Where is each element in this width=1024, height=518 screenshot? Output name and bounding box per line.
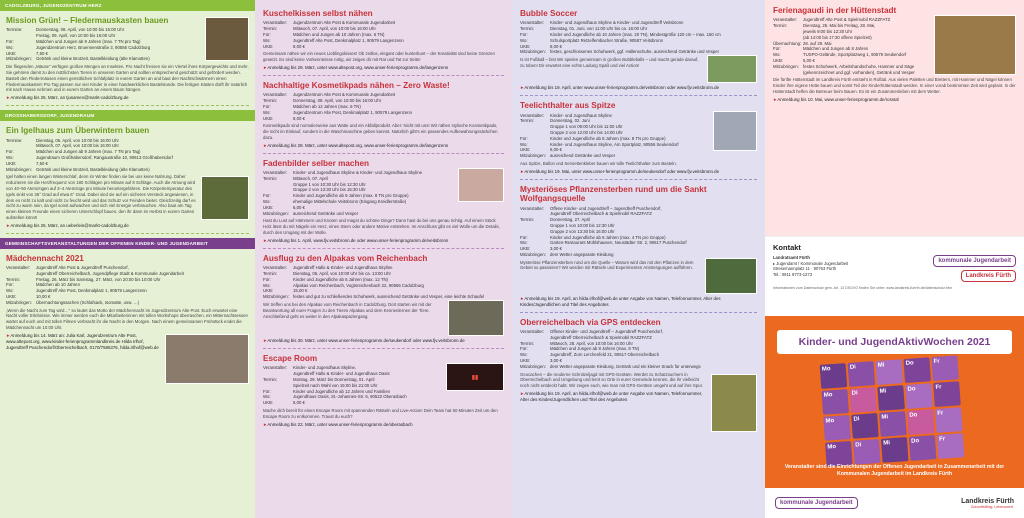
event-title: Ausflug zu den Alpakas vom Reichenbach [263,253,428,263]
registration-note: ► Anmeldung bis 14. März an: Julia Karl, Jugendzentrum Alte Post, www.altepost.org, www.kinder-ferienprogrammlandkreis.de Hilda Irlhof, Jugendtreff Puschendorf/Oberreichelbach, 0170/7586376, hilda.irlhof@web.de [6,333,161,384]
contact-line: ▸ Jugendamt / Kommunale Jugendarbeit [773,260,849,266]
grid-cell: Do [909,435,937,461]
column-2 [255,0,512,518]
contact-address: Stresemannplatz 11 · 90763 Fürth [773,266,837,272]
event-info: Veranstalter: Kinder- und Jugendhaus Skyline Termin: Donnerstag, 02. Juni Gruppe 1 von 09:00 Uhr bis 11:00 Uhr Gruppe 2 von 12:00 Uhr bis 14:00 Uhr Für: Kinder und Jugendliche ab 8 Jahren (max. 8 TN pro Gruppe) Wo: Kinder- und Jugendhaus Skyline, Am Sportplatz, 90556 Seukendorf UKB: 6,00 € Mitzubringen: ausreichend Getränke und Vesper [520,112,679,159]
grid-cell: Mo [820,363,848,389]
event-title: Teelichthalter aus Spitze [520,101,616,111]
event-title: Mysteriöses Pflanzensterben rund um die Sankt Wolfgangsquelle [520,184,707,204]
event-description: Igel halten einen langen Winterschlaf, denn im Winter finden sie bei uns keine Nahrung. Daher reduzieren sie die Herzfrequenz von 180 Schlägen pro Minute auf 8 Schläge. Auch die Atmung wird von 40–50 Atemzügen auf 3–4 Atemzüge pro Minute heruntergefahren. Die Körpertemperatur des Igels sinkt von 36° Grad auf etwa 6° Grad. Dabei sind sie auf ein sicheres Versteck angewiesen, in dem es nicht zu kalt und nicht zu feucht wird und das Schutz vor Feinden bietet. Gleichzeitig darf es nicht zu warm sein, da Igel sonst aufwachen und sich viel Energie verbrauchen. Also baut am Tag einen kleinen Freunde einen sicheren Unterschlupf bauen, den ihr dann im Herbst in eurem Garten aufstellen könnt! [6,174,196,220]
event-description: Geocachen – die moderne Schnitzeljagd mit GPS-Geräten. Werdet zu Schatzsuchern in Oberreichelbach und Umgebung und lernt so Orte in eurer Gemeinde kennen, die ihr vielleicht noch nicht entdeckt habt. Wir zeigen euch, wie man mit GPS-Geräten umgeht und auf ihre Spur. [520,371,703,389]
weekday-grid [820,355,965,466]
event-info: Veranstalter: Kinder- und Jugendhaus Skyline & Kinder- und Jugendtreff Veitsbronn Termin: Dienstag, 01. Juni, von 11:00 Uhr bis ca. 16:00 Uhr Für: Kinder und Jugendliche ab 10 Jahren (max. 20 TN), Mindestgröße 120 cm – max. 150 cm Wo: Schulsportplatz Retzelfembacher Straße, 90587 Veitsbronn UKB: 8,00 € Mitzubringen: festes, geschlossenes Schuhwerk, ggf. Hallenschuhe, ausreichend Getränke und Vesper [520,20,721,55]
event-info: Veranstalter: Kinder- und Jugendhaus Skyline & Kinder- und Jugendhaus Skyline Termin: Mittwoch, 07. April Gruppe 1 von 10:30 Uhr bis 12:30 Uhr Gruppe 2 von 13:30 Uhr bis 15:30 Uhr Für: Kinder und Jugendliche ab 9 Jahren (max. 8 TN pro Gruppe) Wo: ehemalige Mittelschule Veitsbronn (Eingang Kreidlerstraße) UKB: 6,00 € Mitzubringen: ausreichend Getränke und Vesper [263,170,422,216]
grid-cell: Do [907,409,935,435]
landkreis-tagline: Zukunftsfähig. Lebenswert. [970,504,1014,509]
registration-note: ► Anmeldung bis 19. April, an hilda.irlhof@web.de unter Angabe von Namen, Telefonnummer, Alter des Kindes/Jugendlichen und Titel des Angebotes [520,296,757,308]
event-description: Mache dich bereit für einen Escape Room mit spannenden Rätseln und Live-Action! Dein Team hat 60 Minuten Zeit um den Escape Room zu entkommen. Traust du euch? [263,407,498,419]
event-title: Nachhaltige Kosmetikpads nähen – Zero Waste! [263,80,450,90]
contact-title: Kontakt [773,243,801,252]
registration-note: ► Anmeldung bis 26. März, an ueberlein@markt-cadolzburg.de [6,223,249,229]
grid-cell: Di [853,439,881,465]
column-1 [0,0,255,518]
registration-note: ► Anmeldung bis 19. April, an hilda.irlhof@web.de unter Angabe von Namen, Telefonnummer, Alter des Kindes/Jugendlichen und Titel des Angebotes [520,391,707,403]
event-description: Die fliegenden „Mäuse" verfügen großen Mengen an Insekten. Pro Nacht fressen sie ein Viertel ihres Körpergewichts und mehr. Sie gehören damit zu den nützlichsten Tieren in unserem Garten und sollten entsprechend geschützt und gefördert werden. Bastelt den Fledermäusen einen gemütlichen Schlafplatz in eurem Garten an und baut den Nachtschwärmern einen Fledermauskasten! Pro Tag passen nur vier Kinder in einer handwerklichen Bastelstunde. Die fertigen Kästen dürft ihr natürlich mit nach Hause nehmen und in eurem Garten an einem Baum hängen. [6,64,249,93]
cover-title: Kinder- und JugendAktivWochen 2021 [777,330,1012,354]
registration-note: ► Anmeldung bis 19. Mai, unter www.unser-ferienprogramm.de/seukendorf oder www.fjv.veitsbronn.de [520,169,757,175]
event-title: Bubble Soccer [520,9,578,18]
event-description: Gemeinsam nähen wir ein neues Lieblingskissen! Ob zeitlos, elegant oder kunterbunt – der Kreativität sind keine Grenzen gesetzt. Es sind keine Vorkenntnisse nötig, wir zeigen dir mit Rat und Tat zur Seite! [263,51,495,63]
registration-note: ► Anmeldung bis 26. März, an tjusamen@markt-cadolzburg.de [6,95,249,101]
event-title: Ferienagaudi in der Hüttenstadt [773,6,897,15]
grid-cell: Mi [881,437,909,463]
event-title: Escape Room [263,353,318,363]
contact-section [765,236,1024,316]
event-description: Kosmetikpads sind normalerweise aus Watte und ein Abfallprodukt. Aber: Nicht mit uns! Wir nähen stylische Kosmetikpads, die nicht im Einkauf, sondern in die Waschmaschine geben kannst. Natürlich gibt's ein passendes Aufbewahrungssäckchen dazu. [263,123,498,140]
cover-panel [765,316,1024,518]
registration-note: ► Anmeldung bis 30. März, unter www.unser-ferienprogramm.de/seukendorf oder www.fjv.veitsbronn.de [263,338,504,344]
event-description: Aus Spitze, Ballon und Serviettenkleber bauen wir tolle Teelichthalter zum Basteln. [520,160,677,166]
registration-note: ► Anmeldung bis 10. Mai, www.unser-ferienprogramm.de/rosstal [773,97,1016,103]
grid-cell: Di [851,413,879,439]
grid-cell: Mi [879,411,907,437]
event-info: Termine: Donnerstag, 08. April, von 10:00 bis 16:00 Uhr Freitag, 09. April, von 10:00 bis 16:00 Uhr Für: Mädchen und Jungen ab 9 Jahren (max. 7 TN pro Tag) Wo: Jugendzentrum Herz, Bruennenstraße 3, 90556 Cadolzburg UKB: 7,50 € Mitzubringen: Getränk und kleine Brotzeit, Bastelkleidung (alte Klamotten) [6,27,151,62]
event-info: Veranstalter: Jugendzentrum Alte Post & Kommunale Jugendarbeit Termin: Donnerstag, 08. April, von 10:00 bis 16:00 Uhr Für: Mädchen ab 12 Jahren (max. 6 TN) Wo: Jugendzentrum Alte Post, Denkmalplatz 1, 90579 Langenzenn UKB: 8,00 € [263,92,412,121]
event-title: Oberreichelbach via GPS entdecken [520,317,661,327]
kommunale-jugendarbeit-logo: kommunale Jugendarbeit [775,497,858,509]
event-description: Hast du Lust auf Hämmern und Knoten und magst du schöne Dinge? Dann hast du bei uns genau richtig. Auf einem Stück Holz lässt du mit Nägeln ein Herz, einen Stern oder andere Motive entstehen. Im Anschluss gibt es viel Wolle um die Details, durch den Umgang mit der Wolle. [263,218,500,236]
group-photo [165,334,249,384]
tealight-photo [713,111,757,151]
section-band-grosshabersdorf: GROSSHABERSDORF, JUGENDRAUM [0,110,255,121]
grid-cell: Do [903,357,931,383]
landkreis-logo: Landkreis Fürth [961,270,1016,282]
contact-org: Landratsamt Fürth [773,255,810,260]
event-description: Is ist Fußball – bist Wir spielen gemeinsam in großen Bubbleballs – und macht gerade darauf, zu toben! Dir erwartet eine echte Ladung Spaß und viel Action! [520,57,699,68]
grid-cell: Fr [937,433,965,459]
grid-cell: Fr [931,355,959,381]
kommunale-jugendarbeit-logo: kommunale Jugendarbeit [933,255,1016,267]
registration-note: ► Anmeldung bis 28. März, unter www.altepost.org, www.unser-ferienprogramm.de/langenzenn [263,143,504,149]
column-3 [512,0,765,518]
grid-cell: Mo [825,441,853,467]
event-description: „Wenn die Nacht zum Tag wird…" so lautet das Motto der Mädchennacht im Jugendzentrum Alte Post. Euch erwartet eine Nacht voller Erlebnisse. Wie immer werden euch die Mitarbeiterinnen mit tollen Workshops überraschen, ein Mitternachtsessen wartet auf euch und mit tollen Filmen verbracht ihr die Nacht in den Morgen. Nach einem gemeinsamen Frühstück endet die Mädchennacht um 10:00 Uhr. [6,307,248,331]
event-title: Ein Igelhaus zum Überwintern bauen [6,126,150,136]
cover-footer [765,488,1024,518]
grid-cell: Fr [933,381,961,407]
event-info: Veranstalter: Jugendtreff Hallo & Kinder- und Jugendhaus Skyline Termin: Dienstag, 06. April, von 10:00 Uhr bis ca. 13:00 Uhr Für: Kinder und Jugendliche ab 6 Jahren (max. 12 TN) Wo: Alpakas vom Reichenbach, Vogtsreichenbach 22, 90556 Cadolzburg UKB: 15,00 € Mitzubringen: festes und gut zu schließendes Schuhwerk, ausreichend Getränke und Vesper, eine leichte Schaufel [263,265,485,300]
grid-cell: Mi [877,385,905,411]
registration-note: ► Anmeldung bis 22. März, unter www.unser-ferienprogramm.de/oberasbach [263,422,504,428]
section-band-joint-events: GEMEINSCHAFTSVERANSTALTUNGEN DER OFFENEN KINDER- UND JUGENDARBEIT [0,238,255,249]
section-band-cadolzburg: CADOLZBURG, JUGENDZENTRUM HERZ [0,0,255,11]
escape-room-sign: ▮▮ [446,363,504,391]
grid-cell: Di [848,361,876,387]
column-4 [765,0,1024,518]
event-info: Termine: Dienstag, 06. April, von 10:00 bis 16:00 Uhr Mittwoch, 07. April, von 10:00 bis 16:00 Uhr Für: Mädchen und Jungen ab 9 Jahren (max. 7 TN pro Tag) Wo: Jugendraum Großhabersdorf, Rangaustraße 10, 90613 Großhabersdorf UKB: 7,50 € Mitzubringen: Getränk und kleine Brotzeit, Bastelkleidung (alte Klamotten) [6,137,173,172]
huettenstadt-section [765,0,1024,236]
event-description: Wir treffen uns bei den Alpakas vom Reichenbach in Cadolzburg. Dort starten wir mit der Beantwortung all eurer Fragen zu den Tieren Alpakas und dem Kennenlernen der Tiere. Anschließend geht es weiter in den Alpakaspaziergang. [263,302,432,319]
registration-note: ► Anmeldung bis 19. April, unter www.unser-ferienprogramm.de/veitsbronn oder www.fjv.veitsbronn.de [520,85,757,91]
event-info: Veranstalter: Kinder- und Jugendhaus Skyline, Jugendtreff Hallo & Kinder- und Jugendhaus Oasis Termin: Montag, 29. März bis Donnerstag, 01. April Spielzeit nach Wahl von 15:00 bis 21:00 Uhr Für: Kinder und Jugendliche ab 12 Jahren und Familien Wo: Jugendhaus Oasis, St.-Johannes-Str. 6, 90522 Oberasbach UKB: 5,00 € [263,365,407,406]
wooden-hut-photo [934,15,1016,75]
cover-subtitle: Veranstalter sind die Einrichtungen der Offenen Jugendarbeit in Zusammenarbeit mit der Kommunalen Jugendarbeit im Landkreis Fürth [784,464,1005,478]
event-info: Veranstalter: Jugendtreff Alte Post & Spielmobil RAZZFATZ Termin: Dienstag, 25. Mai bis Freitag, 28. Mai, jeweils 9:00 bis 12:30 Uhr (ab 14:00 bis 17:30 offene Spielzeit) Übernachtung: 28. auf 29. Mai Für: Mädchen und Jungen ab 8 Jahren Wo: TUSPO-Gelände, Sportplatzweg 1, 90579 Seukendorf UKB: 5,00 € Mitzubringen: festes Schuhwerk, Arbeitshandschuhe, Hammer und Säge (gekennzeichnet und ggf. vorhanden), Getränk und Vesper [773,17,915,75]
registration-note: ► Anmeldung bis 1. April, www.fjv.veitsbronn.de oder www.unser-ferienprogramm.de/veitsbronn [263,238,504,244]
event-title: Fadenbilder selber machen [263,158,370,168]
grid-cell: Mo [821,389,849,415]
grid-cell: Fr [935,407,963,433]
string-art-photo [458,168,504,202]
gps-device-photo [711,374,757,432]
grid-cell: Mi [875,359,903,385]
event-description: Die fünfte Hüttenstadt im Landkreis Fürth entsteht in Roßtal. Aus vielen Paletten und Brettern, mit Hammer und Nägel können Kinder ihre eigene Hütte bauen und somit Teil der Kinderhüttenstadt werden. In einer vorab bestimmten Zeit wird geplant. In der Hüttenstadt helfen die Betreuer beim Bauen. Es ist ein Zusammenleben mit dem Wetter. [773,77,1016,95]
event-info: Veranstalter: Jugendtreff Alte Post & Jugendtreff Puschendorf, Jugendtreff Oberreichelbach, Jugendpflege Stadt & Kommunale Jugendarbeit Termin: Freitag, 26. März bis Samstag, 27. März, von 20:00 bis 10:00 Uhr Für: Mädchen ab 10 Jahren Wo: Jugendtreff Alte Post, Denkmalplatz 1, 90579 Langenzenn UKB: 10,00 € Mitzubringen: Übernachtungssachen (Schlafsack, Isomatte, usw. …) [6,265,184,305]
event-description: Mysteriöse Pflanzensterben rund um die Quelle – Warum wird das mit den Pflanzen in dem Gebiet so passieren? Wir werden mit Rätseln und Experimenten Anstrengungen aufführen. [520,259,694,271]
event-info: Veranstalter: Offene Kinder- und Jugendtreff – Jugendtreff Puschendorf, Jugendtreff Oberreichelbach & Spielmobil RAZZFATZ Termin: Donnerstag, 27. April Gruppe 1 von 10:00 bis 12:30 Uhr Gruppe 2 von 13:30 bis 16:00 Uhr Für: Kinder und Jugendliche ab 8 Jahren (max. 4 TN pro Gruppe) Wo: Garten-Restaurant Mühlshausen, Neustädter Str. 2, 90617 Puschendorf UKB: 3,00 € Mitzubringen: dem Wetter angepasste Kleidung [520,205,687,257]
landkreis-brand: Landkreis Fürth [961,497,1014,505]
event-title: Mädchennacht 2021 [6,253,84,263]
grid-cell: Do [905,383,933,409]
registration-note: ► Anmeldung bis 28. März, unter www.altepost.org, www.unser-ferienprogramm.de/langenzenn [263,65,504,71]
alpaca-photo [448,300,504,336]
bat-box-photo [205,17,249,61]
event-title: Kuschelkissen selbst nähen [263,9,373,18]
privacy-note: Informationen zum Datenschutz gem. Art. 13 DSGVO finden Sie unter: www.landkreis-fuerth.de/datenschutz.htm [773,286,952,290]
grid-cell: Di [849,387,877,413]
event-info: Veranstalter: Offener Kinder- und Jugendtreff – Jugendtreff Puschendorf, Jugendtreff Oberreichelbach & Spielmobil RAZZFATZ Termin: Mittwoch, 28. April, von 10:00 bis 16:00 Uhr Für: Mädchen und Jungen ab 8 Jahren (max. 8 TN) Wo: Jugendtreff, Zum Lerchenfeld 21, 90617 Oberreichelbach UKB: 3,00 € Mitzubringen: dem Wetter angepasste Kleidung, Getränk und ein kleiner Snack für unterwegs [520,328,701,369]
hedgehog-photo [201,176,249,220]
grid-cell: Mo [823,415,851,441]
plant-photo [705,258,757,294]
event-title: Mission Grün! – Fledermauskasten bauen [6,16,169,25]
event-info: Veranstalter: Jugendzentrum Alte Post & Kommunale Jugendarbeit Termin: Mittwoch, 07. April, von 10:00 bis 16:00 Uhr Für: Mädchen und Jungen ab 10 Jahren (max. 6 TN) Wo: Jugendtreff Alte Post, Denkmalplatz 1, 90579 Langenzenn UKB: 8,00 € [263,20,404,49]
bubble-soccer-photo [707,55,757,83]
contact-phone: Tel.: 0911 9773-1273 [773,272,813,278]
